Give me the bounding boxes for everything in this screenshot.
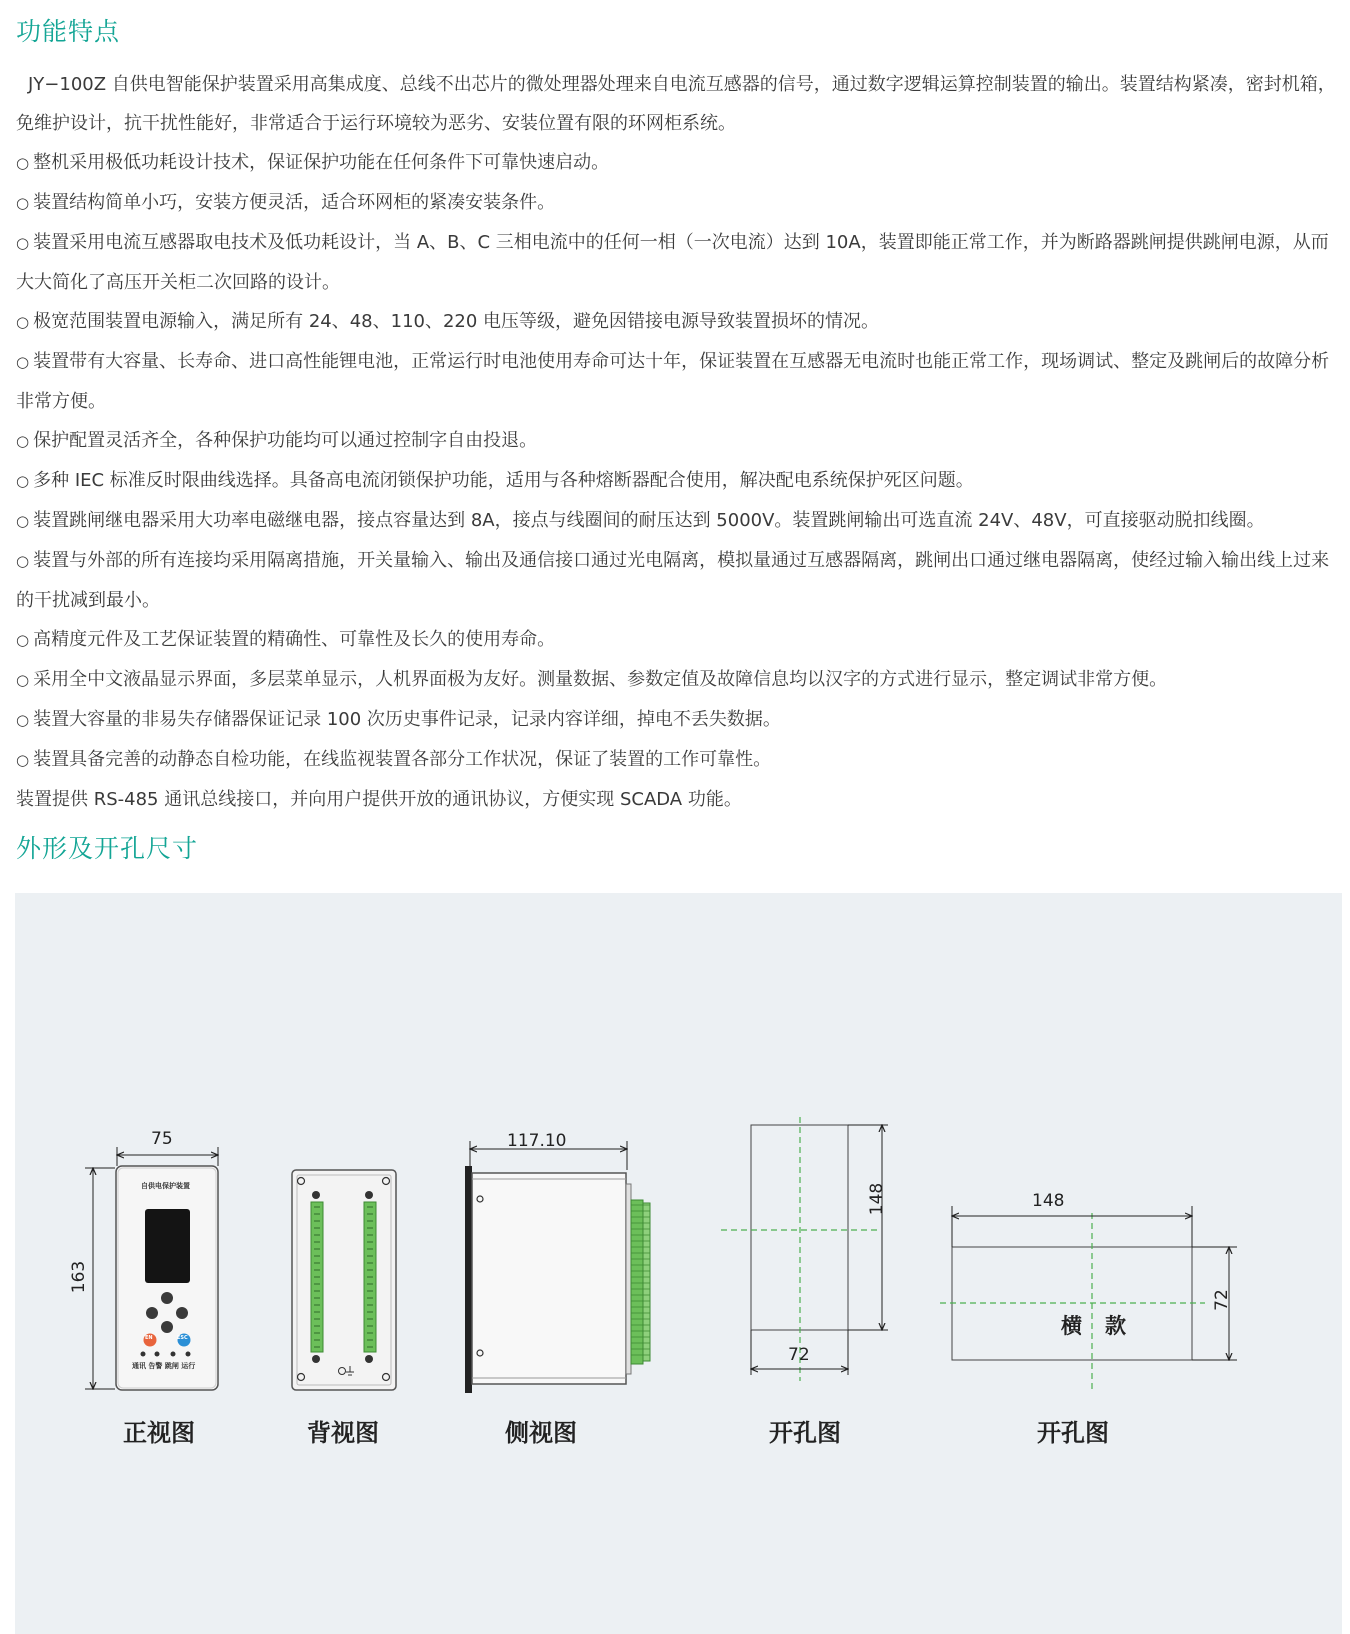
intro-paragraph: JY−100Z 自供电智能保护装置采用高集成度、总线不出芯片的微处理器处理来自电流互感器的信号，通过数字逻辑运算控制装置的输出。装置结构紧凑，密封机箱，免维护设计，抗干扰性能好，非常适合于运行环境较为恶劣、安装位置有限的环网柜系统。 — [16, 74, 1336, 134]
bullet-circle-icon: ○ — [16, 631, 30, 649]
feature-text: 采用全中文液晶显示界面，多层菜单显示，人机界面极为友好。测量数据、参数定值及故障信息均以汉字的方式进行显示，整定调试非常方便。 — [33, 669, 1168, 690]
caption-front-view: 正视图 — [123, 1419, 195, 1447]
bullet-circle-icon: ○ — [16, 432, 30, 450]
cutout-horizontal-height-label: 72 — [1211, 1289, 1232, 1311]
bullet-circle-icon: ○ — [16, 353, 30, 371]
feature-item — [16, 143, 1346, 183]
front-btn-en-label: EN — [145, 1335, 153, 1341]
caption-side-view: 侧视图 — [505, 1419, 577, 1447]
bullet-circle-icon: ○ — [16, 234, 30, 252]
bullet-circle-icon: ○ — [16, 671, 30, 689]
feature-item — [16, 501, 1346, 541]
bullet-circle-icon: ○ — [16, 512, 30, 530]
bullet-circle-icon: ○ — [16, 552, 30, 570]
caption-cutout-vertical: 开孔图 — [769, 1419, 841, 1447]
cutout-vertical-drawing — [721, 1117, 888, 1381]
feature-item — [16, 700, 1346, 740]
caption-cutout-horizontal: 开孔图 — [1037, 1419, 1109, 1447]
front-height-label: 163 — [69, 1260, 90, 1294]
bullet-circle-icon: ○ — [16, 194, 30, 212]
bullet-circle-icon: ○ — [16, 472, 30, 490]
side-view-drawing — [465, 1141, 650, 1393]
feature-text: 装置采用电流互感器取电技术及低功耗设计，当 A、B、C 三相电流中的任何一相（一次电流）达到 10A，装置即能正常工作，并为断路器跳闸提供跳闸电源，从而大大简化了高压开关柜二次回路的设计。 — [16, 232, 1329, 293]
feature-item — [16, 660, 1346, 700]
feature-text: 装置大容量的非易失存储器保证记录 100 次历史事件记录，记录内容详细，掉电不丢失数据。 — [33, 709, 781, 730]
front-btn-esc-label: ESC — [177, 1335, 188, 1341]
bullet-circle-icon: ○ — [16, 313, 30, 331]
bullet-circle-icon: ○ — [16, 751, 30, 769]
feature-item — [16, 740, 1346, 780]
feature-list — [16, 143, 1346, 780]
feature-item — [16, 183, 1346, 223]
back-view-drawing — [292, 1170, 396, 1390]
feature-item — [16, 541, 1346, 620]
feature-text: 装置具备完善的动静态自检功能，在线监视装置各部分工作状况，保证了装置的工作可靠性。 — [33, 749, 772, 770]
bullet-circle-icon: ○ — [16, 154, 30, 172]
feature-item — [16, 302, 1346, 342]
cutout-horizontal-label-2: 款 — [1105, 1314, 1126, 1338]
caption-back-view: 背视图 — [307, 1419, 379, 1447]
dimension-drawings — [15, 893, 1342, 1634]
feature-item — [16, 223, 1346, 302]
features-text — [16, 65, 1346, 819]
closing-paragraph: 装置提供 RS-485 通讯总线接口，并向用户提供开放的通讯协议，方便实现 SCADA 功能。 — [16, 789, 742, 810]
feature-text: 极宽范围装置电源输入，满足所有 24、48、110、220 电压等级，避免因错接电源导致装置损坏的情况。 — [33, 311, 880, 332]
feature-text: 装置结构简单小巧，安装方便灵活，适合环网柜的紧凑安装条件。 — [33, 192, 556, 213]
feature-item — [16, 620, 1346, 660]
cutout-horizontal-drawing — [940, 1206, 1237, 1393]
feature-item — [16, 461, 1346, 501]
feature-text: 装置跳闸继电器采用大功率电磁继电器，接点容量达到 8A，接点与线圈间的耐压达到 5000V。装置跳闸输出可选直流 24V、48V，可直接驱动脱扣线圈。 — [33, 510, 1265, 531]
cutout-horizontal-label-1: 横 — [1061, 1314, 1082, 1338]
front-width-label: 75 — [151, 1129, 173, 1149]
feature-item — [16, 421, 1346, 461]
cutout-horizontal-width-label: 148 — [1032, 1191, 1065, 1211]
feature-text: 多种 IEC 标准反时限曲线选择。具备高电流闭锁保护功能，适用与各种熔断器配合使用，解决配电系统保护死区问题。 — [33, 470, 974, 491]
feature-text: 高精度元件及工艺保证装置的精确性、可靠性及长久的使用寿命。 — [33, 629, 556, 650]
front-panel-title: 自供电保护装置 — [141, 1182, 190, 1190]
cutout-vertical-height-label: 148 — [867, 1182, 888, 1216]
section-title-features: 功能特点 — [16, 17, 121, 46]
dimension-figure-panel — [15, 893, 1342, 1634]
feature-text: 装置带有大容量、长寿命、进口高性能锂电池，正常运行时电池使用寿命可达十年，保证装置在互感器无电流时也能正常工作，现场调试、整定及跳闸后的故障分析非常方便。 — [16, 351, 1330, 412]
feature-text: 整机采用极低功耗设计技术，保证保护功能在任何条件下可靠快速启动。 — [33, 152, 610, 173]
side-width-label: 117.10 — [507, 1131, 567, 1151]
feature-text: 保护配置灵活齐全，各种保护功能均可以通过控制字自由投退。 — [33, 430, 538, 451]
feature-text: 装置与外部的所有连接均采用隔离措施，开关量输入、输出及通信接口通过光电隔离，模拟量通过互感器隔离，跳闸出口通过继电器隔离，使经过输入输出线上过来的干扰减到最小。 — [16, 550, 1330, 611]
cutout-vertical-width-label: 72 — [788, 1345, 810, 1365]
feature-item — [16, 342, 1346, 421]
front-indicator-labels: 通讯 告警 跳闸 运行 — [132, 1362, 196, 1370]
section-title-dimensions: 外形及开孔尺寸 — [16, 834, 199, 863]
bullet-circle-icon: ○ — [16, 711, 30, 729]
